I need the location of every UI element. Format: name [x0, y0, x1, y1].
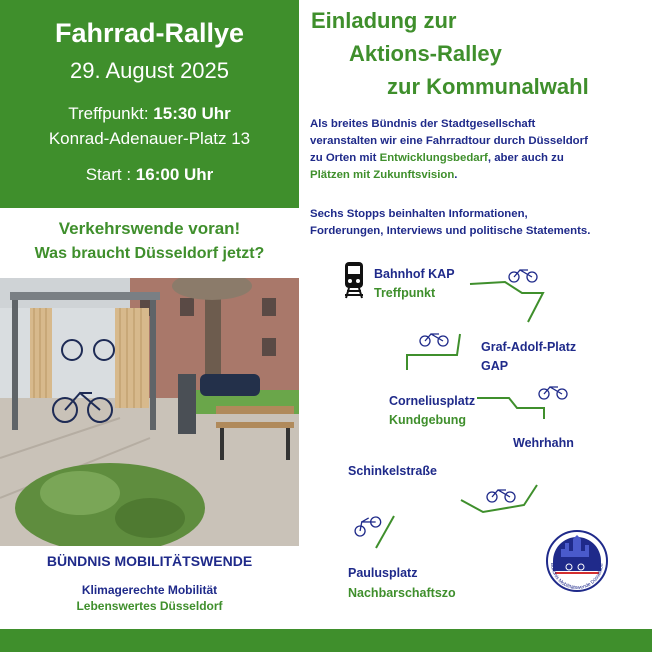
bicycle-icon-3: [539, 387, 567, 399]
stop-3-sub: Kundgebung: [389, 413, 467, 427]
invite-line-3: zur Kommunalwahl: [387, 74, 589, 99]
stop-3-name: Corneliusplatz: [389, 394, 476, 408]
stop-6-name: Paulusplatz: [348, 566, 418, 580]
alliance-logo: [543, 527, 611, 595]
stop-6-sub: Nachbarschaftszo: [348, 586, 456, 600]
logo-text: Bündnis Mobilitätswende Düsseldorf: [548, 562, 606, 592]
stop-5-name: Schinkelstraße: [348, 464, 437, 478]
event-title: Fahrrad-Rallye: [54, 18, 245, 48]
invite-line-1: Einladung zur: [311, 8, 457, 33]
meeting-address: Konrad-Adenauer-Platz 13: [48, 129, 251, 148]
stop-2-name: Graf-Adolf-Platz: [481, 340, 577, 354]
bicycle-icon-1: [509, 270, 537, 282]
stop-2-sub: GAP: [481, 359, 509, 373]
bicycle-icon-2: [420, 334, 448, 346]
stop-1-sub: Treffpunkt: [374, 286, 436, 300]
meeting-time: Treffpunkt: 15:30 Uhr: [68, 104, 231, 123]
bottom-bar: [0, 629, 652, 652]
stops-paragraph: Sechs Stopps beinhalten Informationen, Forderungen, Interviews und politische Statements.: [310, 208, 591, 237]
organization-name: BÜNDNIS MOBILITÄTSWENDE: [46, 553, 253, 569]
route-segment-4: [461, 485, 537, 512]
tagline-1: Klimagerechte Mobilität: [81, 583, 218, 597]
event-date: 29. August 2025: [69, 58, 230, 83]
route-segment-2: [407, 334, 460, 370]
bike-shelter-photo: [0, 278, 299, 546]
route-segment-1: [470, 282, 543, 322]
event-header: [0, 0, 299, 208]
intro-paragraph: Als breites Bündnis der Stadtgesellschaft veranstalten wir eine Fahrradtour durch Düsseldorf zu Orten mit Entwicklungsbedarf, aber auch zu Plätzen mit Zukunftsvision.: [310, 118, 588, 181]
stop-1-name: Bahnhof KAP: [374, 267, 455, 281]
bicycle-icon-4: [487, 490, 515, 502]
slogan-line-2: Was braucht Düsseldorf jetzt?: [34, 245, 265, 262]
train-icon: [345, 262, 363, 298]
route-segment-5: [376, 516, 394, 548]
tagline-2: Lebenswertes Düsseldorf: [76, 599, 223, 613]
start-time: Start : 16:00 Uhr: [85, 165, 214, 184]
slogan-line-1: Verkehrswende voran!: [58, 219, 241, 238]
bicycle-icon-5: [352, 513, 382, 537]
route-segment-3: [477, 398, 544, 419]
stop-4-name: Wehrhahn: [513, 436, 574, 450]
invite-line-2: Aktions-Ralley: [349, 41, 502, 66]
